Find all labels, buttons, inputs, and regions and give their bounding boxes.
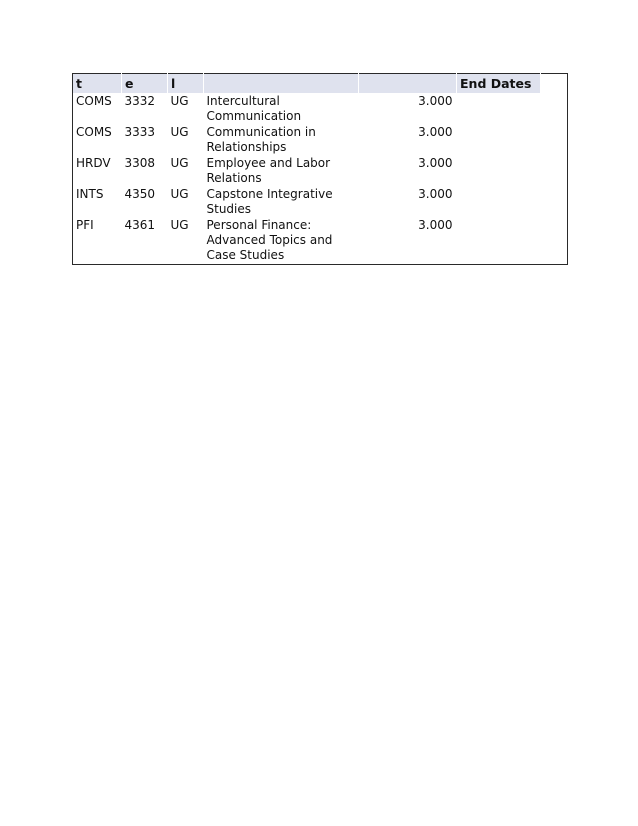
credits-cell: 3.000 xyxy=(418,156,453,170)
number-cell: 3333 xyxy=(124,125,156,139)
credits-cell: 3.000 xyxy=(418,218,453,232)
level-cell: UG xyxy=(170,187,189,201)
title-cell: Communication in Relationships xyxy=(206,125,316,154)
course-table xyxy=(72,73,568,265)
table-row xyxy=(73,124,568,155)
header-subject: t xyxy=(73,74,122,94)
table-row xyxy=(73,217,568,263)
number-cell: 3332 xyxy=(124,94,156,108)
header-level: l xyxy=(168,74,204,94)
end-date-cell xyxy=(457,186,541,217)
credits-cell: 3.000 xyxy=(418,94,453,108)
number-cell: 4361 xyxy=(124,218,156,232)
end-date-cell xyxy=(457,93,541,124)
table-row xyxy=(73,186,568,217)
title-cell: Employee and Labor Relations xyxy=(206,156,331,185)
table-filler-row xyxy=(73,263,568,265)
subject-cell: INTS xyxy=(76,187,104,201)
end-date-cell xyxy=(457,217,541,263)
credits-cell: 3.000 xyxy=(418,125,453,139)
end-date-cell xyxy=(457,155,541,186)
subject-cell: COMS xyxy=(76,94,112,108)
header-spacer xyxy=(541,74,568,94)
credits-cell: 3.000 xyxy=(418,187,453,201)
level-cell: UG xyxy=(170,156,189,170)
table-row xyxy=(73,155,568,186)
table-row xyxy=(73,93,568,124)
header-number: e xyxy=(122,74,168,94)
level-cell: UG xyxy=(170,94,189,108)
number-cell: 3308 xyxy=(124,156,156,170)
title-cell: Personal Finance: Advanced Topics and Case Studies xyxy=(206,218,333,262)
subject-cell: HRDV xyxy=(76,156,111,170)
end-date-cell xyxy=(457,124,541,155)
header-row xyxy=(73,74,568,94)
number-cell: 4350 xyxy=(124,187,156,201)
subject-cell: COMS xyxy=(76,125,112,139)
header-credits xyxy=(359,74,457,94)
header-end-dates: End Dates xyxy=(457,74,541,94)
header-title xyxy=(204,74,359,94)
title-cell: Intercultural Communication xyxy=(206,94,302,123)
title-cell: Capstone Integrative Studies xyxy=(206,187,333,216)
level-cell: UG xyxy=(170,218,189,232)
level-cell: UG xyxy=(170,125,189,139)
subject-cell: PFI xyxy=(76,218,94,232)
